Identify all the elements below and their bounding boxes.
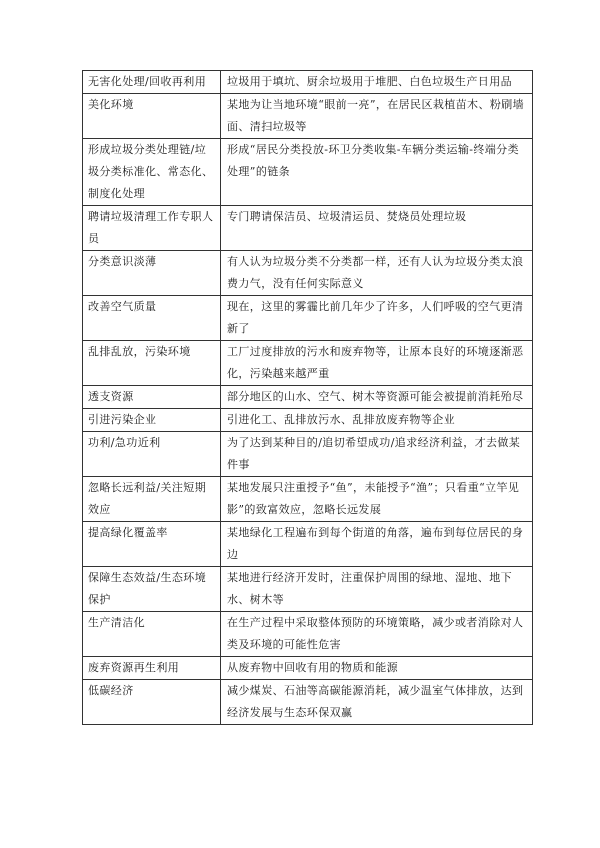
table-row: [83, 432, 533, 477]
term-cell: 聘请垃圾清理工作专职人员: [83, 206, 221, 251]
description-cell: 形成“居民分类投放-环卫分类收集-车辆分类运输-终端分类处理”的链条: [221, 139, 533, 206]
description-cell: 现在，这里的雾霾比前几年少了许多，人们呼吸的空气更清新了: [221, 296, 533, 341]
table-row: [83, 680, 533, 725]
description-cell: 在生产过程中采取整体预防的环境策略，减少或者消除对人类及环境的可能性危害: [221, 612, 533, 657]
description-cell: 减少煤炭、石油等高碳能源消耗，减少温室气体排放，达到经济发展与生态环保双赢: [221, 680, 533, 725]
term-cell: 低碳经济: [83, 680, 221, 725]
term-cell: 引进污染企业: [83, 409, 221, 432]
description-cell: 专门聘请保洁员、垃圾清运员、焚烧员处理垃圾: [221, 206, 533, 251]
term-cell: 保障生态效益/生态环境保护: [83, 567, 221, 612]
description-cell: 引进化工、乱排放污水、乱排放废弃物等企业: [221, 409, 533, 432]
table-row: [83, 139, 533, 206]
description-cell: 某地发展只注重授予“鱼”，未能授予“渔”；只看重“立竿见影”的致富效应，忽略长远发展: [221, 477, 533, 522]
description-cell: 某地进行经济开发时，注重保护周围的绿地、湿地、地下水、树木等: [221, 567, 533, 612]
term-description-table: [82, 70, 533, 725]
table-row: [83, 94, 533, 139]
term-cell: 透支资源: [83, 386, 221, 409]
term-cell: 提高绿化覆盖率: [83, 522, 221, 567]
table-row: [83, 409, 533, 432]
term-cell: 分类意识淡薄: [83, 251, 221, 296]
table-row: [83, 522, 533, 567]
description-cell: 某地绿化工程遍布到每个街道的角落，遍布到每位居民的身边: [221, 522, 533, 567]
table-row: [83, 657, 533, 680]
table-row: [83, 206, 533, 251]
table-row: [83, 251, 533, 296]
term-cell: 改善空气质量: [83, 296, 221, 341]
term-cell: 忽略长远利益/关注短期效应: [83, 477, 221, 522]
table-row: [83, 71, 533, 94]
term-cell: 废弃资源再生利用: [83, 657, 221, 680]
table-row: [83, 386, 533, 409]
term-cell: 功利/急功近利: [83, 432, 221, 477]
table-row: [83, 296, 533, 341]
term-cell: 美化环境: [83, 94, 221, 139]
table-body: [83, 71, 533, 725]
term-cell: 乱排乱放，污染环境: [83, 341, 221, 386]
description-cell: 为了达到某种目的/追切希望成功/追求经济利益，才去做某件事: [221, 432, 533, 477]
description-cell: 部分地区的山水、空气、树木等资源可能会被提前消耗殆尽: [221, 386, 533, 409]
description-cell: 某地为让当地环境“眼前一亮”，在居民区栽植苗木、粉刷墙面、清扫垃圾等: [221, 94, 533, 139]
term-cell: 形成垃圾分类处理链/垃圾分类标准化、常态化、制度化处理: [83, 139, 221, 206]
table-row: [83, 567, 533, 612]
table-row: [83, 341, 533, 386]
description-cell: 有人认为垃圾分类不分类都一样，还有人认为垃圾分类太浪费力气，没有任何实际意义: [221, 251, 533, 296]
term-cell: 生产清洁化: [83, 612, 221, 657]
table-row: [83, 477, 533, 522]
description-cell: 工厂过度排放的污水和废弃物等，让原本良好的环境逐渐恶化，污染越来越严重: [221, 341, 533, 386]
table-row: [83, 612, 533, 657]
description-cell: 垃圾用于填坑、厨余垃圾用于堆肥、白色垃圾生产日用品: [221, 71, 533, 94]
description-cell: 从废弃物中回收有用的物质和能源: [221, 657, 533, 680]
term-cell: 无害化处理/回收再利用: [83, 71, 221, 94]
